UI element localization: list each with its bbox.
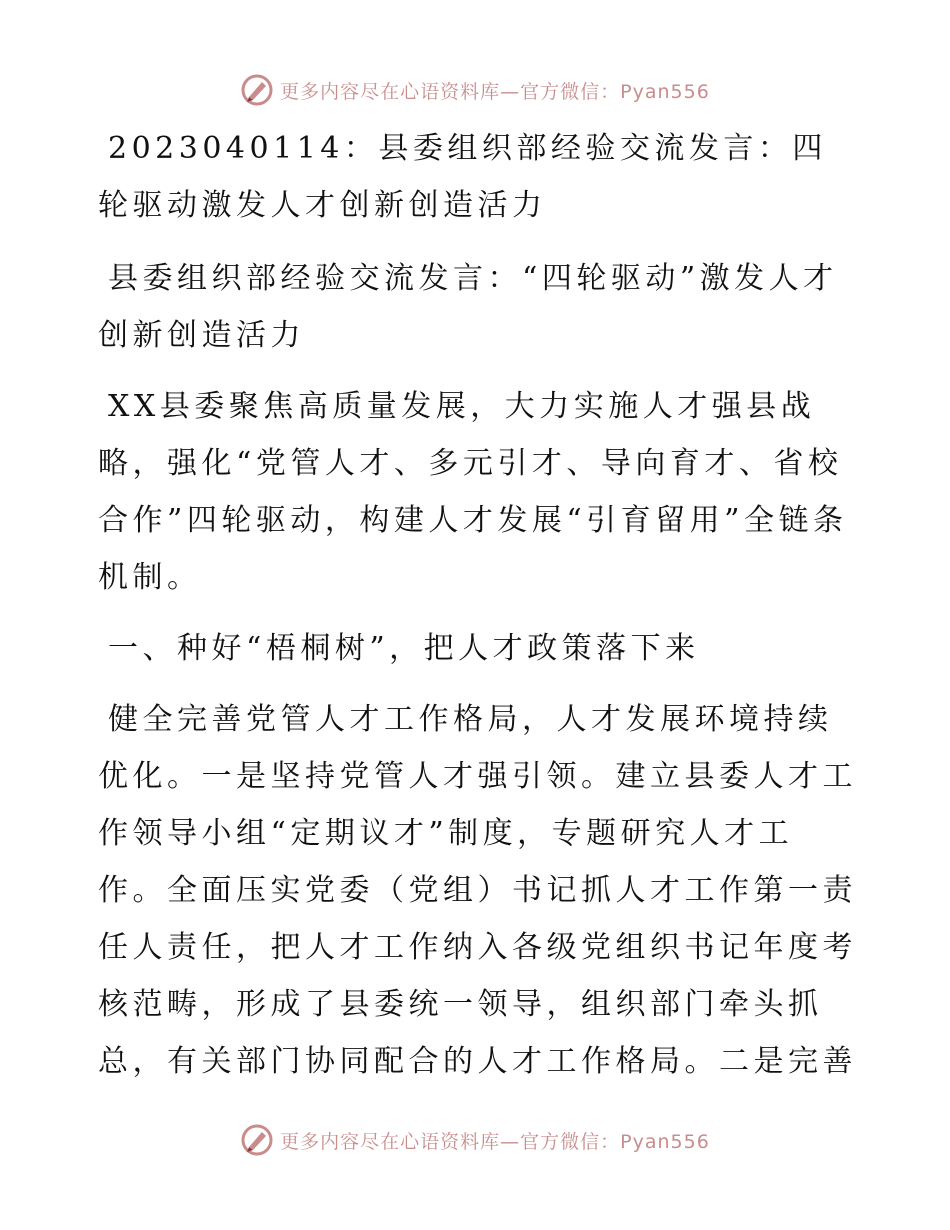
watermark-text: 更多内容尽在心语资料库—官方微信：Pyan556 (280, 80, 710, 103)
body-paragraph: 健全完善党管人才工作格局，人才发展环境持续优化。一是坚持党管人才强引领。建立县委人才工作领导小组“定期议才”制度，专题研究人才工作。全面压实党委（党组）书记抓人才工作第一责任人责任，把人才工作纳入各级党组织书记年度考核范畴，形成了县委统一领导，组织部门牵头抓总，有关部门协同配合的人才工作格局。二是完善 (98, 702, 857, 1079)
watermark-group (240, 1123, 710, 1157)
intro-paragraph: XX县委聚焦高质量发展，大力实施人才强县战略，强化“党管人才、多元引才、导向育才、省校合作”四轮驱动，构建人才发展“引育留用”全链条机制。 (98, 389, 848, 595)
watermark-header (0, 70, 950, 110)
document-title-line: 2023040114：县委组织部经验交流发言：四轮驱动激发人才创新创造活力 (98, 131, 827, 223)
section-heading: 一、种好“梧桐树”，把人才政策落下来 (108, 631, 700, 666)
pen-logo-icon (240, 73, 274, 107)
pen-logo-icon (240, 1123, 274, 1157)
watermark-group (240, 73, 710, 107)
watermark-footer (0, 1120, 950, 1160)
document-subtitle: 县委组织部经验交流发言：“四轮驱动”激发人才创新创造活力 (98, 261, 838, 353)
document-body (98, 120, 858, 1104)
watermark-text: 更多内容尽在心语资料库—官方微信：Pyan556 (280, 1130, 710, 1153)
